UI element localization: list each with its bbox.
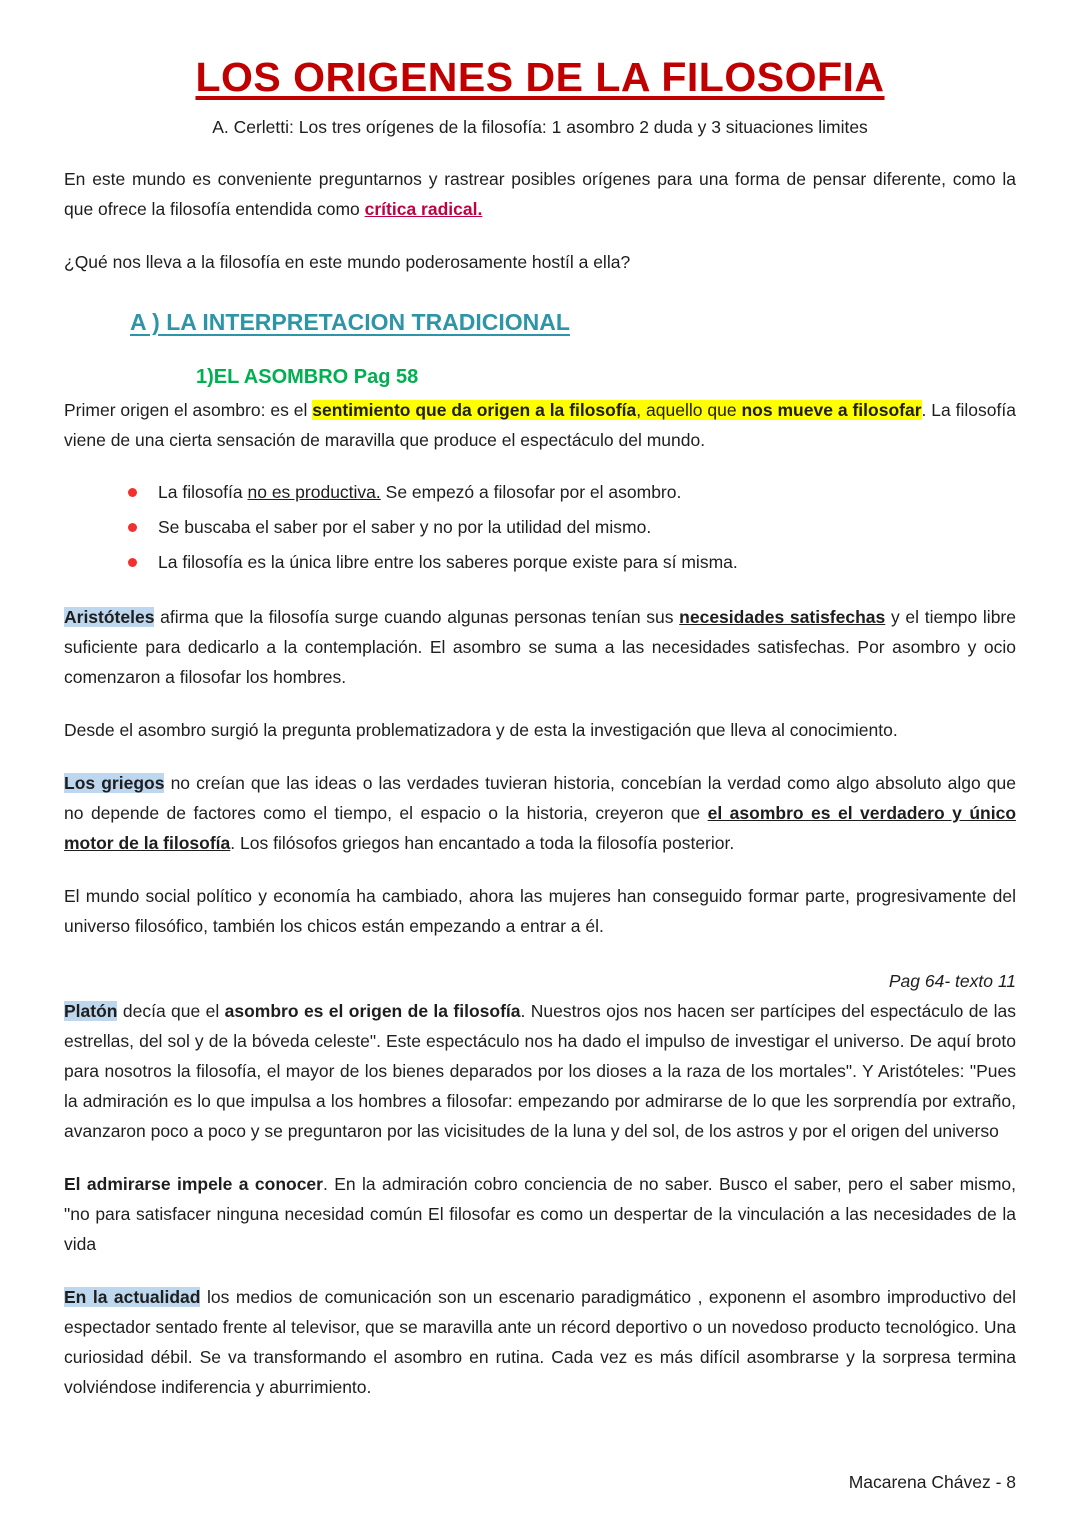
text-segment: . Los filósofos griegos han encantado a toda la filosofía posterior.	[230, 833, 735, 853]
footer-author-page: Macarena Chávez - 8	[848, 1472, 1016, 1492]
text-segment: . La filosofía viene de una cierta sensación de maravilla que produce el espectáculo del mundo.	[64, 400, 1016, 450]
text-segment: La filosofía	[158, 482, 248, 502]
highlighted-motive: nos mueve a filosofar	[741, 400, 922, 420]
critica-radical-emphasis: crítica radical.	[364, 199, 483, 219]
keyword-griegos: Los griegos	[64, 773, 165, 793]
paragraph-griegos	[64, 768, 1016, 858]
keyword-platon: Platón	[64, 1001, 118, 1021]
emphasis-necesidades: necesidades satisfechas	[679, 607, 886, 627]
paragraph-platon	[64, 996, 1016, 1146]
text-segment: Se buscaba el saber por el saber y no por la utilidad del mismo.	[158, 517, 652, 537]
list-item	[128, 513, 1016, 541]
bullet-list	[64, 478, 1016, 576]
text-segment: decía que el	[117, 1001, 225, 1021]
text-segment: La filosofía es la única libre entre los saberes porque existe para sí misma.	[158, 552, 738, 572]
underlined-segment: no es productiva.	[247, 482, 381, 502]
paragraph-intro	[64, 164, 1016, 224]
text-segment: . Nuestros ojos nos hacen ser partícipes del espectáculo de las estrellas, del sol y de la bóveda celeste". Este espectáculo nos ha dado el impulso de investigar el universo. De aquí broto para nosotros la filosofía, el mayor de los bienes deparados por los dioses a la raza de los mortales". Y Aristóteles: "Pues la admiración es lo que impulsa a los hombres a filosofar: empezando por admirarse de lo que les sorprendía por extraño, avanzaron poco a poco y se preguntaron por las vicisitudes de la luna y del sol, de los astros y por el origen del universo	[64, 1001, 1017, 1141]
emphasis-admirarse: El admirarse impele a conocer	[64, 1174, 323, 1194]
text-segment: los medios de comunicación son un escenario paradigmático , exponenn el asombro improductivo del espectador sentado frente al televisor, que se maravilla ante un récord deportivo o un novedoso producto tecnológico. Una curiosidad débil. Se va transformando el asombro en rutina. Cada vez es más difícil asombrarse y la sorpresa termina volviéndose indiferencia y aburrimiento.	[64, 1287, 1016, 1397]
page-reference: Pag 64- texto 11	[888, 971, 1016, 991]
paragraph-aristoteles	[64, 602, 1016, 692]
list-item	[128, 548, 1016, 576]
keyword-actualidad: En la actualidad	[64, 1287, 201, 1307]
paragraph-pregunta: Desde el asombro surgió la pregunta problematizadora y de esta la investigación que lleva al conocimiento.	[64, 720, 898, 740]
highlighted-connector: , aquello que	[636, 400, 742, 420]
text-segment: y el tiempo libre suficiente para dedicarlo a la contemplación. El asombro se suma a las necesidades satisfechas. Por asombro y ocio comenzaron a filosofar los hombres.	[64, 607, 1016, 687]
paragraph-actualidad	[64, 1282, 1016, 1402]
paragraph-mundo-social: El mundo social político y economía ha cambiado, ahora las mujeres han conseguido formar parte, progresivamente del universo filosófico, también los chicos están empezando a entrar a él.	[64, 886, 1016, 936]
emphasis-motor-filosofia: el asombro es el verdadero y único motor de la filosofía	[64, 803, 1017, 853]
section-heading-a: A ) LA INTERPRETACION TRADICIONAL	[130, 309, 570, 335]
keyword-aristoteles: Aristóteles	[64, 607, 155, 627]
text-segment: En este mundo es conveniente preguntarnos y rastrear posibles orígenes para una forma de pensar diferente, como la que ofrece la filosofía entendida como	[64, 169, 1016, 219]
paragraph-admirarse	[64, 1169, 1016, 1259]
page-title: LOS ORIGENES DE LA FILOSOFIA	[195, 54, 885, 100]
text-segment: . En la admiración cobro conciencia de no saber. Busco el saber, pero el saber mismo, "no para satisfacer ninguna necesidad común El filosofar es como un despertar de la vinculación a las necesidades de la vida	[64, 1174, 1016, 1254]
highlighted-definition: sentimiento que da origen a la filosofía	[312, 400, 637, 420]
subtitle: A. Cerletti: Los tres orígenes de la filosofía: 1 asombro 2 duda y 3 situaciones limites	[212, 117, 868, 137]
text-segment: Se empezó a filosofar por el asombro.	[380, 482, 682, 502]
paragraph-question: ¿Qué nos lleva a la filosofía en este mundo poderosamente hostíl a ella?	[64, 252, 631, 272]
emphasis-origen-filosofia: asombro es el origen de la filosofía	[224, 1001, 521, 1021]
sub-heading-asombro: 1)EL ASOMBRO Pag 58	[196, 366, 419, 388]
text-segment: Primer origen el asombro: es el	[64, 400, 313, 420]
list-item	[128, 478, 1016, 506]
paragraph-primer-origen	[64, 395, 1016, 455]
text-segment: no creían que las ideas o las verdades tuvieran historia, concebían la verdad como algo absoluto algo que no depende de factores como el tiempo, el espacio o la historia, creyeron que	[64, 773, 1016, 823]
text-segment: afirma que la filosofía surge cuando algunas personas tenían sus	[154, 607, 680, 627]
